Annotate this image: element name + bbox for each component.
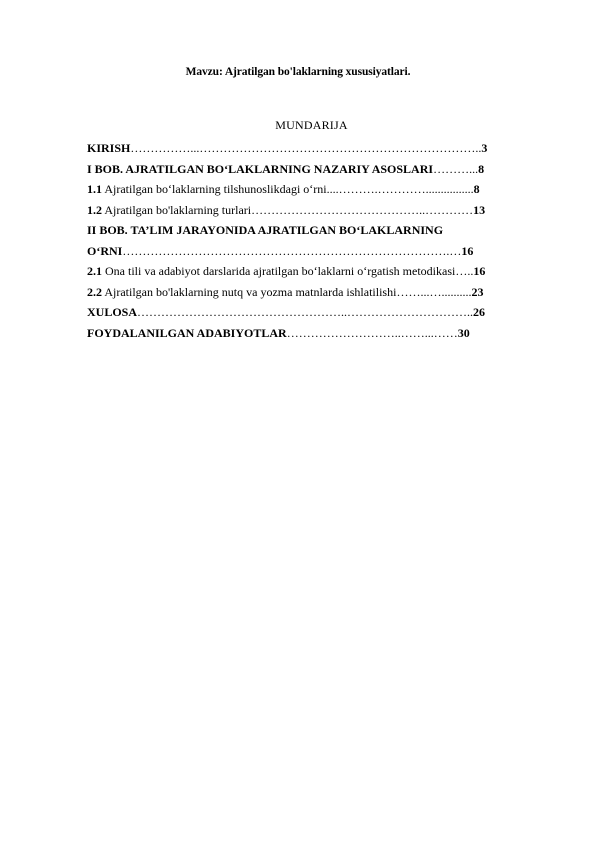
- toc-entry-chapter-2: II BOB. TA’LIM JARAYONIDA AJRATILGAN BO‘LAKLARNING: [87, 223, 444, 237]
- toc-entry-kirish: KIRISH……………...……………………………………………………………..3: [87, 141, 488, 155]
- toc-entry-adabiyotlar: FOYDALANILGAN ADABIYOTLAR………………………..……...……30: [87, 325, 470, 340]
- document-title: Mavzu: Ajratilgan bo'laklarning xususiyatlari.: [185, 66, 411, 78]
- toc-entry-chapter-1: I BOB. AJRATILGAN BO‘LAKLARNING NAZARIY ASOSLARI………...8: [87, 161, 485, 176]
- toc-entry-chapter-2-cont: O‘RNI……………………………………………………………………….…16: [87, 243, 474, 258]
- toc-entry-1-1: 1.1 Ajratilgan bo‘laklarning tilshunoslikdagi o‘rni....……….…………................8: [87, 182, 480, 196]
- toc-entry-xulosa: XULOSA……………………………………………..…………………………..26: [87, 305, 486, 319]
- toc-entry-2-1: 2.1 Ona tili va adabiyot darslarida ajratilgan bo‘laklarni o‘rgatish metodikasi…..16: [87, 264, 486, 278]
- toc-heading: MUNDARIJA: [275, 118, 348, 132]
- toc-entry-2-2: 2.2 Ajratilgan bo'laklarning nutq va yozma matnlarda ishlatilishi……...…..........23: [87, 284, 484, 299]
- table-of-contents: [87, 138, 553, 343]
- toc-entry-1-2: 1.2 Ajratilgan bo'laklarning turlari……………………………………..…………13: [87, 202, 486, 217]
